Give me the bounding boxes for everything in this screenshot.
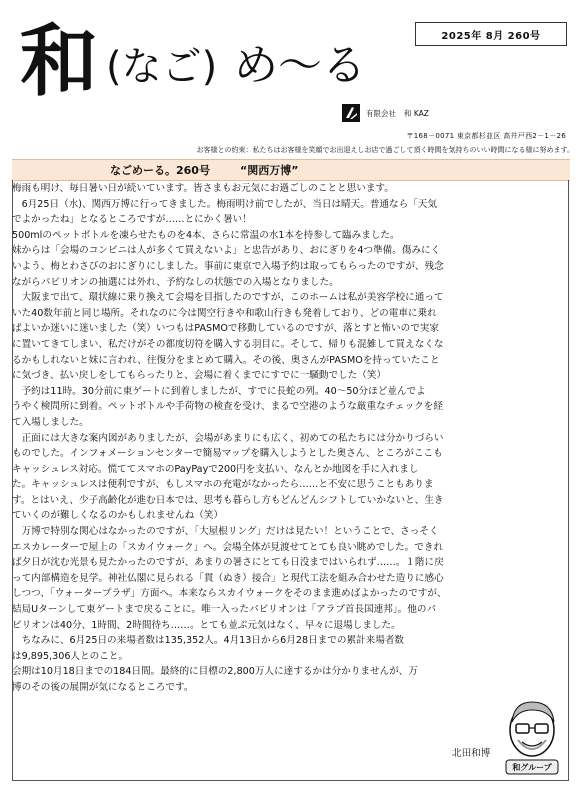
body-line: 予約は11時。30分前に東ゲートに到着しましたが、すでに長蛇の列。40～50分ほど並んでよ <box>12 385 426 397</box>
body-line: キャッシュレス対応。慌ててスマホのPayPayで200円を支払い、なんとか地図を手に入れまし <box>12 463 419 475</box>
body-line: いよう、梅とわさびのおにぎりにしました。事前に東京で入場予約は取ってもらったのですが、残念 <box>12 260 444 272</box>
body-line: るかもしれないと妹に言われ、往復分をまとめて購入。その後、奥さんがPASMOを持っていたこと <box>12 354 440 366</box>
body-line: 万博で特別な関心はなかったのですが、「大屋根リング」だけは見たい！ということで、さっそく <box>12 526 439 538</box>
body-line: ばよいか迷いに迷いました（笑）いつもはPASMOで移動しているのですが、落とすと怖いので実家 <box>12 323 439 335</box>
avatar-badge-text: 和グループ <box>512 763 552 772</box>
body-line: 正面には大きな案内図がありましたが、会場があまりにも広く、初めての私たちには分かりづらい <box>12 432 444 444</box>
body-line: ちなみに、6月25日の来場者数は135,352人。4月13日から6月28日までの累計来場者数 <box>12 635 405 647</box>
body-line: でよかったね」となるところですが……とにかく暑い！ <box>12 214 252 226</box>
customer-promise: お客様との約束：私たちはお客様を笑顔でお出迎えしお店で過ごして頂く時間を気持ちのいい時間になる様に努めます。 <box>196 146 574 154</box>
body-line: ば夕日が沈む光景も見たかったのですが、あまりの暑さにとても日没まではいられず……。１階に戻 <box>12 557 444 569</box>
issue-title: なごめーる。260号 <box>110 164 210 177</box>
company-logo-icon <box>342 104 360 122</box>
body-line: て入場しました。 <box>12 416 89 428</box>
body-line: 博のその後の展開が気になるところです。 <box>12 682 194 693</box>
company-line <box>342 104 429 122</box>
article-body <box>12 181 574 696</box>
body-line: 結局Uターンして東ゲートまで戻ることに。唯一入ったパビリオンは「アラブ首長国連邦」。他のパ <box>12 604 437 616</box>
body-line: 500mlのペットボトルを凍らせたものを4本、さらに常温の水1本を持参して臨みました。 <box>12 229 400 241</box>
author-avatar <box>500 694 564 778</box>
svg-text:め～る: め～る <box>234 40 366 91</box>
svg-text:和: 和 <box>20 16 99 102</box>
company-name: 和 KAZ <box>404 108 429 118</box>
body-line: ていくのが難しくなるのかもしれませんね（笑） <box>12 510 224 522</box>
author-signature: 北田和博 <box>452 748 491 759</box>
title-bar <box>12 159 570 181</box>
body-line: に気づき、払い戻しをしてもらったりと、会場に着くまでにすでに一騒動でした（笑） <box>12 370 387 382</box>
body-line: エスカレーターで屋上の「スカイウォーク」へ。会場全体が見渡せてとても良い眺めでした。できれ <box>12 541 444 553</box>
body-line: ものでした。インフォメーションセンターで簡易マップを購入しようとした奥さん、ところがここも <box>12 448 443 460</box>
masthead-logo <box>20 14 400 102</box>
company-address: 〒168－0071 東京都杉並区 高井戸西2－1－26 <box>406 132 566 140</box>
body-line: に置いてきてしまい、私だけがその都度切符を購入する羽目に。そして、帰りも混雑して買えなくな <box>12 338 444 350</box>
body-line: 大阪まで出て、環状線に乗り換えて会場を目指したのですが、このホームは私が美容学校に通って <box>12 292 444 304</box>
body-line: は9,895,306人とのこと。 <box>12 650 128 662</box>
svg-text:(なご): (なご) <box>106 44 218 90</box>
avatar-illustration <box>500 694 564 778</box>
issue-label: 2025年 8月 260号 <box>415 22 567 46</box>
body-line: 会期は10月18日までの184日間。最終的に目標の2,800万人に達するかは分かりませんが、万 <box>12 666 418 678</box>
body-line: って内部構造を見学。神社仏閣に見られる「貫（ぬき）接合」と現代工法を組み合わせた造りに感心 <box>12 572 444 584</box>
body-line: しつつ、「ウォータープラザ」方面へ。本来ならスカイウォークをそのまま進めばよかったのですが、 <box>12 588 447 600</box>
body-line: うやく検問所に到着。ペットボトルや手荷物の検査を受け、まるで空港のような厳重なチェックを経 <box>12 401 443 413</box>
masthead-calligraphy <box>20 14 400 102</box>
body-line: ながらパビリオンの抽選には外れ、予約なしの状態での入場となりました。 <box>12 276 339 288</box>
topic-title: “関西万博” <box>239 164 299 177</box>
body-line: 6月25日（水)、関西万博に行ってきました。梅雨明け前でしたが、当日は晴天。普通なら「天気 <box>12 198 437 210</box>
body-line: 梅雨も明け、毎日暑い日が続いています。皆さまもお元気にお過ごしのことと思います。 <box>12 183 394 194</box>
body-line: す。とはいえ、少子高齢化が進む日本では、思考も暮らし方もどんどんシフトしていかないと、生き <box>12 494 444 506</box>
body-line: ビリオンは40分、1時間、2時間待ち……。とても並ぶ元気はなく、早々に退場しました。 <box>12 619 401 631</box>
body-line: た。キャッシュレスは便利ですが、もしスマホの充電がなかったら……と不安に思うこともありま <box>12 479 434 491</box>
body-line: いた40数年前と同じ場所。それなのに今は関空行きや和歌山行きも発着しており、どの電車に乗れ <box>12 307 437 319</box>
company-prefix: 有限会社 <box>366 108 396 118</box>
body-line: 妹からは「会場のコンビニは人が多くて買えないよ」と忠告があり、おにぎりを4つ準備。傷みにく <box>12 245 441 257</box>
